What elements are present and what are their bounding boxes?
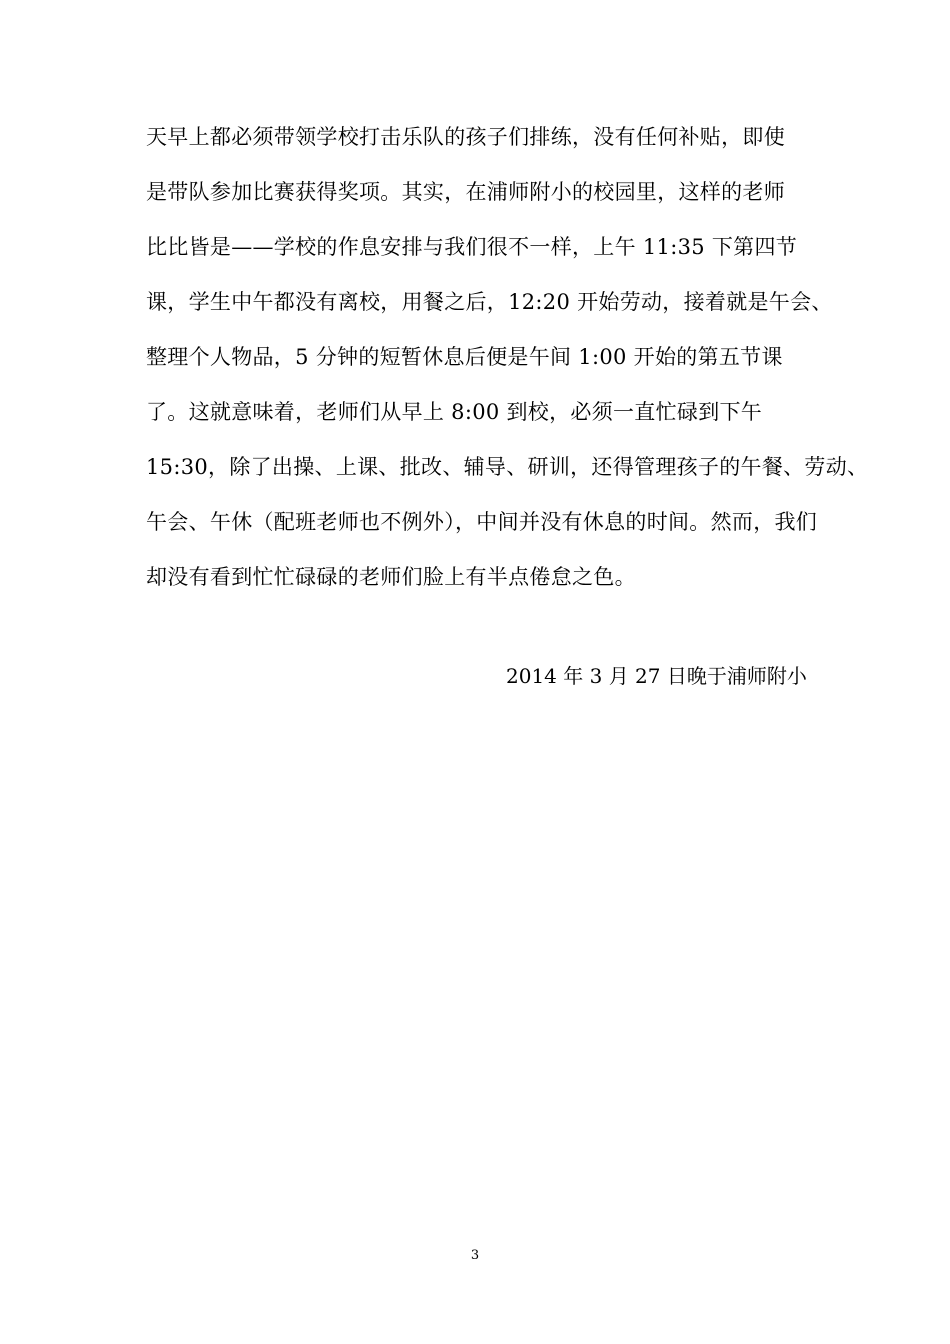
paragraph-line: 了。这就意味着，老师们从早上 8:00 到校，必须一直忙碌到下午: [146, 400, 763, 424]
paragraph-line: 是带队参加比赛获得奖项。其实，在浦师附小的校园里，这样的老师: [146, 180, 785, 204]
paragraph-line: 比比皆是——学校的作息安排与我们很不一样，上午 11:35 下第四节: [146, 235, 798, 259]
paragraph-line: 却没有看到忙忙碌碌的老师们脸上有半点倦怠之色。: [146, 565, 636, 589]
date-signature: 2014 年 3 月 27 日晚于浦师附小: [506, 664, 807, 688]
paragraph-line: 15:30，除了出操、上课、批改、辅导、研训，还得管理孩子的午餐、劳动、: [146, 455, 869, 479]
paragraph-line: 天早上都必须带领学校打击乐队的孩子们排练，没有任何补贴，即使: [146, 125, 785, 149]
paragraph-line: 午会、午休（配班老师也不例外），中间并没有休息的时间。然而，我们: [146, 510, 818, 534]
paragraph-line: 整理个人物品，5 分钟的短暂休息后便是午间 1:00 开始的第五节课: [146, 345, 783, 369]
page-number: 3: [470, 1248, 480, 1263]
body-paragraph: [146, 115, 869, 610]
paragraph-line: 课，学生中午都没有离校，用餐之后，12:20 开始劳动，接着就是午会、: [146, 290, 833, 314]
